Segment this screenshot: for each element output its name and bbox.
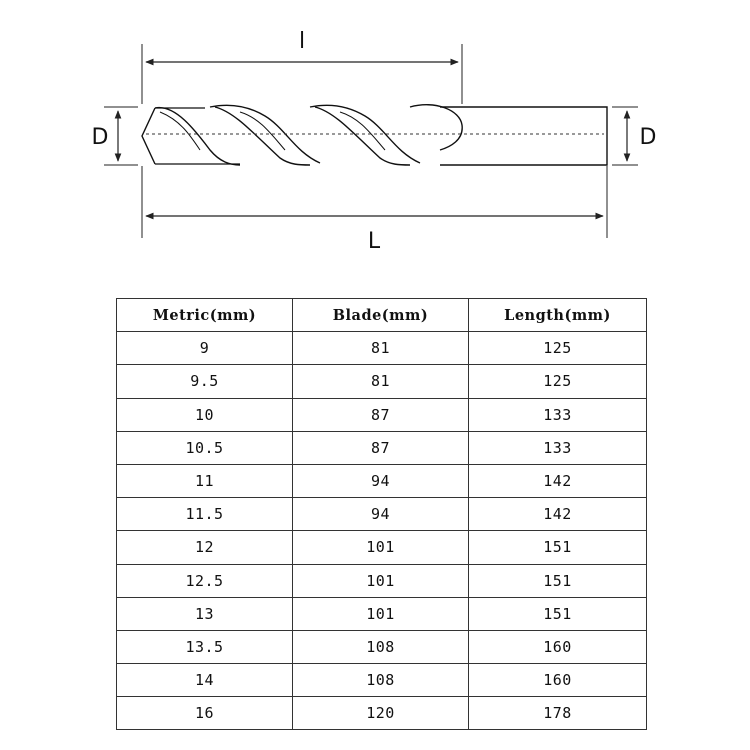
cell-blade: 101	[293, 564, 469, 597]
cell-blade: 120	[293, 697, 469, 730]
cell-length: 133	[469, 398, 647, 431]
cell-metric: 11.5	[117, 498, 293, 531]
cell-length: 133	[469, 431, 647, 464]
cell-length: 160	[469, 630, 647, 663]
table-row	[117, 365, 647, 398]
cell-metric: 12	[117, 531, 293, 564]
table-header-row	[117, 299, 647, 332]
table-body	[117, 332, 647, 730]
header-metric: Metric(mm)	[117, 299, 293, 332]
diameter-label-right: D	[639, 125, 657, 150]
cell-blade: 87	[293, 431, 469, 464]
cell-blade: 94	[293, 464, 469, 497]
table-row	[117, 464, 647, 497]
cell-metric: 13	[117, 597, 293, 630]
cell-blade: 94	[293, 498, 469, 531]
cell-metric: 9	[117, 332, 293, 365]
table-row	[117, 398, 647, 431]
cell-metric: 10	[117, 398, 293, 431]
table-row	[117, 431, 647, 464]
blade-length-label: l	[298, 29, 306, 54]
table-row	[117, 332, 647, 365]
cell-length: 142	[469, 498, 647, 531]
table-row	[117, 630, 647, 663]
table-row	[117, 531, 647, 564]
header-blade: Blade(mm)	[293, 299, 469, 332]
cell-blade: 101	[293, 597, 469, 630]
cell-length: 151	[469, 564, 647, 597]
cell-metric: 16	[117, 697, 293, 730]
cell-metric: 11	[117, 464, 293, 497]
cell-metric: 9.5	[117, 365, 293, 398]
cell-blade: 81	[293, 365, 469, 398]
drill-bit	[142, 105, 607, 165]
cell-metric: 13.5	[117, 630, 293, 663]
cell-blade: 87	[293, 398, 469, 431]
drill-shank	[440, 107, 607, 165]
diameter-label-left: D	[91, 125, 109, 150]
cell-length: 160	[469, 664, 647, 697]
drill-spec-table	[116, 298, 647, 730]
total-length-label: L	[367, 229, 381, 254]
cell-length: 151	[469, 531, 647, 564]
header-length: Length(mm)	[469, 299, 647, 332]
cell-length: 125	[469, 332, 647, 365]
cell-metric: 12.5	[117, 564, 293, 597]
cell-length: 151	[469, 597, 647, 630]
cell-blade: 101	[293, 531, 469, 564]
table-row	[117, 564, 647, 597]
table-row	[117, 498, 647, 531]
cell-blade: 108	[293, 630, 469, 663]
table-row	[117, 664, 647, 697]
drill-tip	[142, 108, 155, 164]
cell-metric: 10.5	[117, 431, 293, 464]
table-row	[117, 697, 647, 730]
cell-blade: 81	[293, 332, 469, 365]
cell-length: 125	[469, 365, 647, 398]
cell-length: 178	[469, 697, 647, 730]
cell-blade: 108	[293, 664, 469, 697]
cell-metric: 14	[117, 664, 293, 697]
drill-bit-diagram	[0, 0, 750, 270]
table-row	[117, 597, 647, 630]
cell-length: 142	[469, 464, 647, 497]
